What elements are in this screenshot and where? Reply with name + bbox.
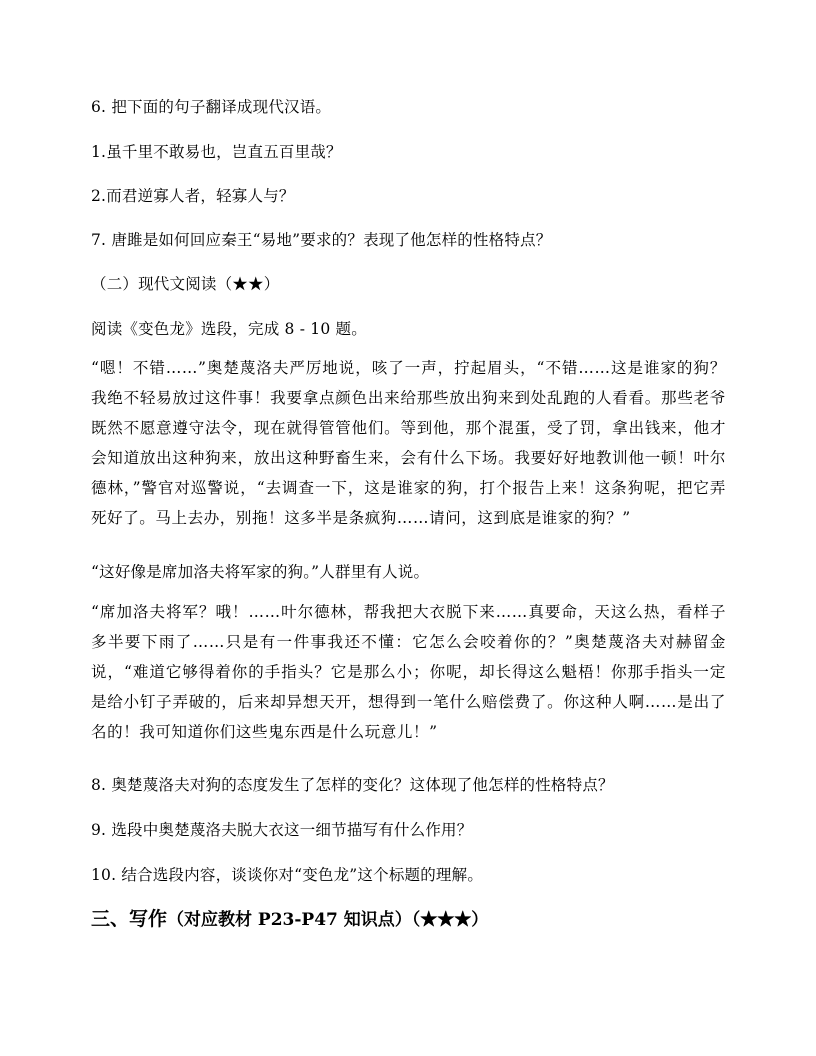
question-6-sentence-1: 1.虽千里不敢易也，岂直五百里哉？ <box>91 143 342 161</box>
passage-paragraph-3: “席加洛夫将军？哦！……叶尔德林，帮我把大衣脱下来……真要命，天这么热，看样子多半要下雨了……只是有一件事我还不懂：它怎么会咬着你的？”奥楚蔑洛夫对赫留金说，“难道它够得着你的手指头？它是那么小；你呢，却长得这么魁梧！你那手指头一定是给小钉子弄破的，后来却异想天开，想得到一笔什么赔偿费了。你这种人啊……是出了名的！我可知道你们这些鬼东西是什么玩意儿！” <box>91 603 726 741</box>
question-6: 6. 把下面的句子翻译成现代汉语。 <box>91 98 332 116</box>
section-2-title: （二）现代文阅读（★★） <box>91 275 280 293</box>
section-3-heading <box>91 907 731 932</box>
question-7: 7. 唐雎是如何回应秦王“易地”要求的？表现了他怎样的性格特点？ <box>91 231 552 249</box>
question-8: 8. 奥楚蔑洛夫对狗的态度发生了怎样的变化？这体现了他怎样的性格特点？ <box>91 776 614 794</box>
question-10: 10. 结合选段内容，谈谈你对“变色龙”这个标题的理解。 <box>91 866 484 884</box>
passage-paragraph-2: “这好像是席加洛夫将军家的狗。”人群里有人说。 <box>91 563 430 581</box>
question-6-sentence-2: 2.而君逆寡人者，轻寡人与？ <box>91 187 295 205</box>
passage-paragraph-1: “嗯！不错……”奥楚蔑洛夫严厉地说，咳了一声，拧起眉头，“不错……这是谁家的狗？我绝不轻易放过这件事！我要拿点颜色出来给那些放出狗来到处乱跑的人看看。那些老爷既然不愿意遵守法令，现在就得管管他们。等到他，那个混蛋，受了罚，拿出钱来，他才会知道放出这种狗来，放出这种野畜生来，会有什么下场。我要好好地教训他一顿！叶尔德林，”警官对巡警说，“去调查一下，这是谁家的狗，打个报告上来！这条狗呢，把它弄死好了。马上去办，别拖！这多半是条疯狗……请问，这到底是谁家的狗？” <box>91 359 726 527</box>
section-2-instruction: 阅读《变色龙》选段，完成 8 - 10 题。 <box>91 320 367 338</box>
section-3-title: 三、写作 <box>91 908 168 930</box>
question-9: 9. 选段中奥楚蔑洛夫脱大衣这一细节描写有什么作用？ <box>91 821 473 839</box>
section-3-subtitle: （对应教材 P23-P47 知识点）（★★★） <box>167 910 489 930</box>
